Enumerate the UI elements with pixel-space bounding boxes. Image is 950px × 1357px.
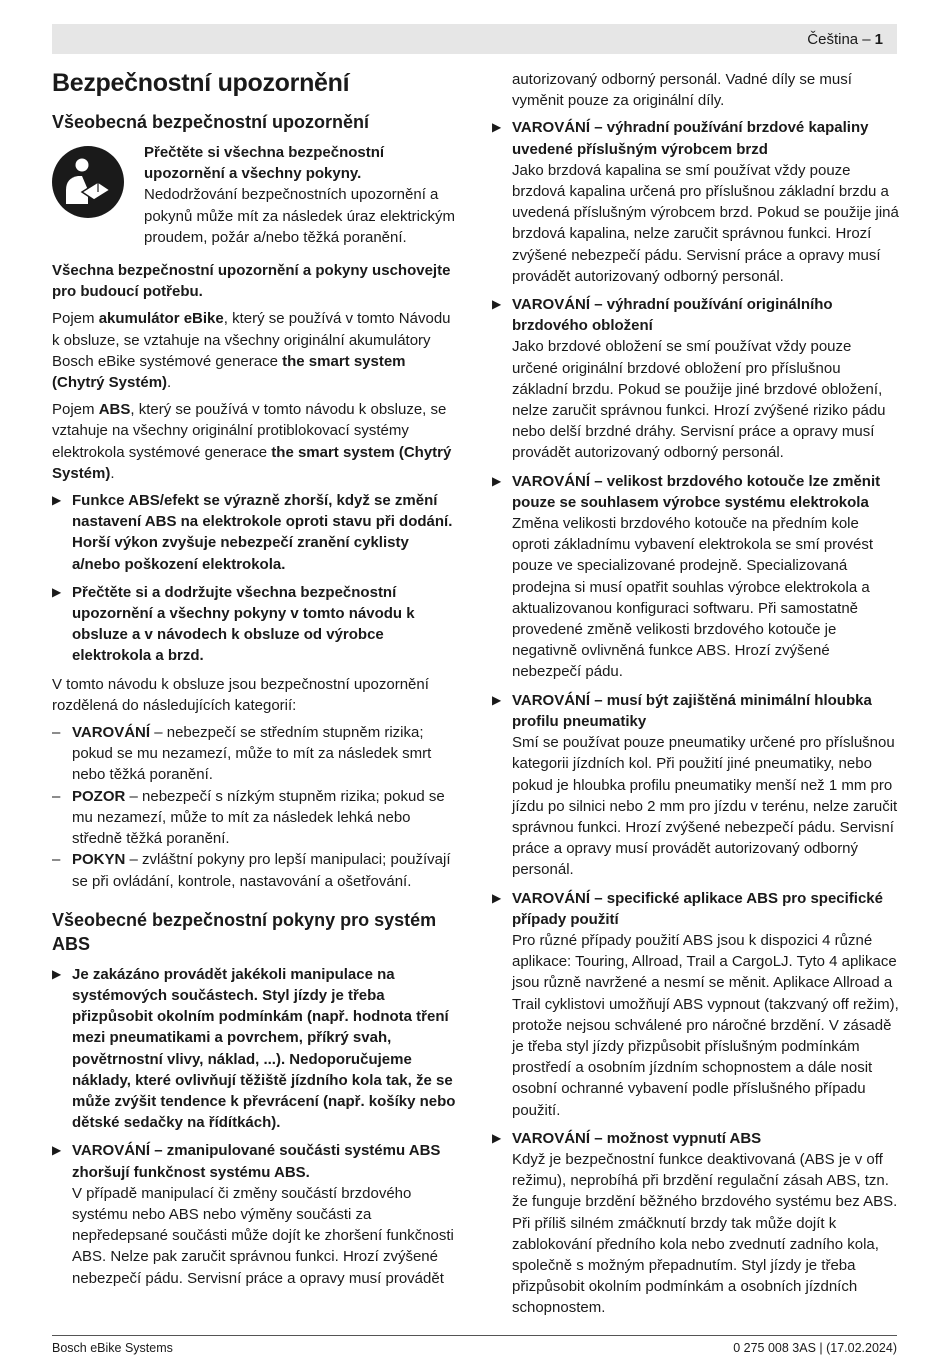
left-column — [52, 64, 456, 1296]
intro-text — [144, 142, 456, 248]
continued-text: autorizovaný odborný personál. Vadné díly se musí vyměnit pouze za originální díly. — [512, 71, 852, 110]
category-warning: – VAROVÁNÍ – nebezpečí se středním stupněm rizika; pokud se mu nezamezí, může to mít za následek smrt nebo těžká poranění. — [52, 724, 432, 784]
text-run: , který se používá v tomto Návodu k obsluze, se vztahuje na všechny originální akumulátory Bosch eBike systémové generace — [52, 310, 451, 370]
triangle-bullet-icon: ▶ — [52, 1143, 62, 1158]
warning-brake-disc-size — [492, 471, 899, 683]
category-caution: – POZOR – nebezpečí s nízkým stupněm rizika; pokud se mu nezamezí, může to mít za následek lehká nebo středně těžká poranění. — [52, 787, 445, 848]
text-run: . — [167, 374, 172, 392]
text-run: Pojem — [52, 401, 99, 419]
warning-title: VAROVÁNÍ – velikost brzdového kotouče lze změnit pouze se souhlasem výrobce systému elektrokola — [512, 472, 881, 511]
warning-text: Jako brzdová kapalina se smí používat vždy pouze brzdová kapalina určená pro příslušnou základní brzdu a uvedená příslušným výrobcem brzd. Pokud se použije jiná brzdová kapalina, nelze zaručit správnou funkci. Hrozí zvýšené nebezpečí pádu. Servisní práce a opravy musí provádět autorizovaný odborný personál. — [512, 161, 899, 285]
footer-doc-number: 0 275 008 3AS | (17.02.2024) — [733, 1341, 897, 1355]
intro-rest: Nedodržování bezpečnostních upozornění a pokynů může mít za následek úraz elektrickým proudem, požár a/nebo těžká poranění. — [144, 186, 455, 246]
warning-text: Změna velikosti brzdového kotouče na předním kole oproti základnímu vybavení elektrokola se smí provést pouze ve specializované prodejně. Specializovaná prodejna si musí opatřit souhlas výrobce elektrokola a aktualizovanou konfiguraci softwaru. Při samostatně provedené změně velikosti brzdového kotouče je negativně ovlivněná funkce ABS. Hrozí zvýšené nebezpečí pádu. — [512, 515, 874, 681]
bullet-no-manipulation — [52, 964, 456, 1134]
footer-divider — [52, 1335, 897, 1336]
section-heading-general: Všeobecná bezpečnostní upozornění — [52, 112, 370, 132]
text-run: Pojem — [52, 310, 99, 328]
bullet-text: Přečtěte si a dodržujte všechna bezpečnostní upozornění a všechny pokyny v tomto návodu k obsluze a v návodech k obsluze od výrobce elektrokola a brzd. — [72, 583, 415, 665]
category-term: POKYN — [72, 851, 126, 869]
term-smart-system: the smart system (Chytrý Systém) — [52, 352, 406, 392]
triangle-bullet-icon: ▶ — [52, 966, 62, 981]
abs-definition — [52, 399, 456, 484]
warning-text: Smí se používat pouze pneumatiky určené pro příslušnou kategorii jízdních kol. Při použití jiné pneumatiky, nebo pokud je hloubka profilu pneumatiky menší než 1 mm pro jízdu po silnici nebo 2 mm pro jízdu v terénu, nelze zaručit správnou funkci. Hrozí zvýšené nebezpečí pádu. Servisní práce a opravy musí provádět autorizovaný odborný personál. — [512, 734, 898, 879]
categories-intro: V tomto návodu k obsluze jsou bezpečnostní upozornění rozdělená do následujících kategorií: — [52, 675, 429, 714]
warning-title: VAROVÁNÍ – výhradní používání originálního brzdového obložení — [512, 296, 833, 335]
read-manual-icon — [52, 146, 124, 218]
category-term: POZOR — [72, 787, 126, 805]
text-run: . — [110, 464, 115, 482]
triangle-bullet-icon: ▶ — [492, 473, 502, 488]
page-number: 1 — [874, 30, 883, 48]
section-heading-abs: Všeobecné bezpečnostní pokyny pro systém ABS — [52, 909, 437, 954]
page-title: Bezpečnostní upozornění — [52, 69, 350, 97]
warning-abs-applications — [492, 888, 899, 1121]
triangle-bullet-icon: ▶ — [52, 493, 62, 508]
right-column — [492, 69, 899, 1326]
triangle-bullet-icon: ▶ — [52, 584, 62, 599]
header-language: Čeština – — [807, 30, 871, 48]
warning-title: VAROVÁNÍ – musí být zajištěná minimální hloubka profilu pneumatiky — [512, 691, 872, 730]
footer-company: Bosch eBike Systems — [52, 1341, 173, 1355]
category-term: VAROVÁNÍ — [72, 724, 151, 742]
warning-brake-pads — [492, 294, 899, 464]
warning-tire-depth — [492, 690, 899, 881]
triangle-bullet-icon: ▶ — [492, 1130, 502, 1145]
read-manual-block — [52, 142, 456, 254]
warning-text: Pro různé případy použití ABS jsou k dispozici 4 různé aplikace: Touring, Allroad, Trail a CargoLJ. Tyto 4 aplikace jsou různě navržené a nesmí se měnit. Aplikace Allroad a Trail cyklistovi umožňují ABS vypnout (takzvaný off režim), protože nejsou schválené pro náročné brzdění. V zásadě je třeba styl jízdy přizpůsobit příslušným podmínkám prostředí a osobním jízdním schopnostem a dále nosit osobní ochranné vybavení podle příslušného případu použití. — [512, 931, 899, 1119]
bullet-text: Funkce ABS/efekt se výrazně zhorší, když se změní nastavení ABS na elektrokole oproti stavu při dodání. Horší výkon zvyšuje nebezpečí zranění cyklisty a/nebo poškození elektrokola. — [72, 492, 453, 573]
battery-definition — [52, 308, 456, 393]
category-text: – nebezpečí se středním stupněm rizika; pokud se mu nezamezí, může to mít za následek smrt nebo těžká poranění. — [72, 724, 432, 784]
triangle-bullet-icon: ▶ — [492, 890, 502, 905]
keep-instructions — [52, 260, 456, 302]
category-note: – POKYN – zvláštní pokyny pro lepší manipulaci; používají se při ovládání, kontrole, nastavování a ošetřování. — [52, 851, 451, 890]
warning-title: VAROVÁNÍ – možnost vypnutí ABS — [512, 1129, 762, 1147]
triangle-bullet-icon: ▶ — [492, 297, 502, 312]
warning-brake-fluid — [492, 117, 899, 287]
triangle-bullet-icon: ▶ — [492, 692, 502, 707]
category-text: – nebezpečí s nízkým stupněm rizika; pokud se mu nezamezí, může to mít za následek lehká nebo středně těžká poranění. — [72, 787, 445, 848]
warning-title: VAROVÁNÍ – výhradní používání brzdové kapaliny uvedené příslušným výrobcem brzd — [512, 119, 869, 158]
warning-text: Jako brzdové obložení se smí používat vždy pouze určené originální brzdové obložení pro příslušnou základní brzdu. Pokud se použije jiné brzdové obložení, nelze zaručit správnou funkci. Hrozí zvýšené riziko pádu nebo delší brzdné dráhy. Servisní práce a opravy musí provádět autorizovaný odborný personál. — [512, 338, 886, 462]
triangle-bullet-icon: ▶ — [492, 120, 502, 135]
term-ebike-battery: akumulátor eBike — [98, 310, 224, 328]
intro-bold: Přečtěte si všechna bezpečnostní upozornění a všechny pokyny. — [144, 144, 385, 183]
text-run: , který se používá v tomto návodu k obsluze, se vztahuje na všechny originální protiblokovací systémy elektrokola systémové generace — [52, 401, 447, 461]
keep-text: Všechna bezpečnostní upozornění a pokyny uschovejte pro budoucí potřebu. — [52, 262, 451, 301]
warning-text: V případě manipulací či změny součástí brzdového systému nebo ABS nebo výměny součásti za nepředepsané součásti může dojít ke zhoršení funkčnosti ABS. Nelze pak zaručit správnou funkci. Hrozí zvýšené nebezpečí pádu. Servisní práce a opravy musí provádět — [72, 1184, 454, 1287]
warning-title: VAROVÁNÍ – specifické aplikace ABS pro specifické případy použití — [512, 889, 883, 928]
category-text: – zvláštní pokyny pro lepší manipulaci; používají se při ovládání, kontrole, nastavování a ošetřování. — [72, 851, 451, 890]
term-abs: ABS — [98, 401, 131, 419]
bullet-abs-settings — [52, 490, 456, 575]
term-smart-system: the smart system (Chytrý Systém) — [52, 443, 452, 482]
bullet-read-instructions — [52, 582, 456, 667]
warning-abs-off — [492, 1128, 899, 1319]
bullet-text: Je zakázáno provádět jakékoli manipulace na systémových součástech. Styl jízdy je třeba přizpůsobit okolním podmínkám (např. hodnota tření mezi pneumatikami a povrchem, příkrý svah, povětrnostní vlivy, náklad, ...). Nedoporučujeme náklady, které ovlivňují těžiště jízdního kola tak, že se může zvýšit tendence k převrácení (např. košíky nebo dětské sedačky na řídítkách). — [72, 965, 456, 1132]
page-header — [52, 24, 897, 54]
warning-text: Když je bezpečnostní funkce deaktivovaná (ABS je v off režimu), neprobíhá při brzdění regulační zásah ABS, tzn. že funguje brzdění běžného brzdového systému bez ABS. Při příliš silném zmáčknutí brzdy tak může dojít k zablokování předního kola nebo zvednutí zadního kola, společně s možným přepadnutím. Styl jízdy je třeba přizpůsobit okolním podmínkám a osobních jízdních schopnostem. — [512, 1150, 898, 1317]
warning-title: VAROVÁNÍ – zmanipulované součásti systému ABS zhoršují funkčnost systému ABS. — [72, 1142, 441, 1181]
warning-manipulated-parts — [52, 1140, 456, 1288]
